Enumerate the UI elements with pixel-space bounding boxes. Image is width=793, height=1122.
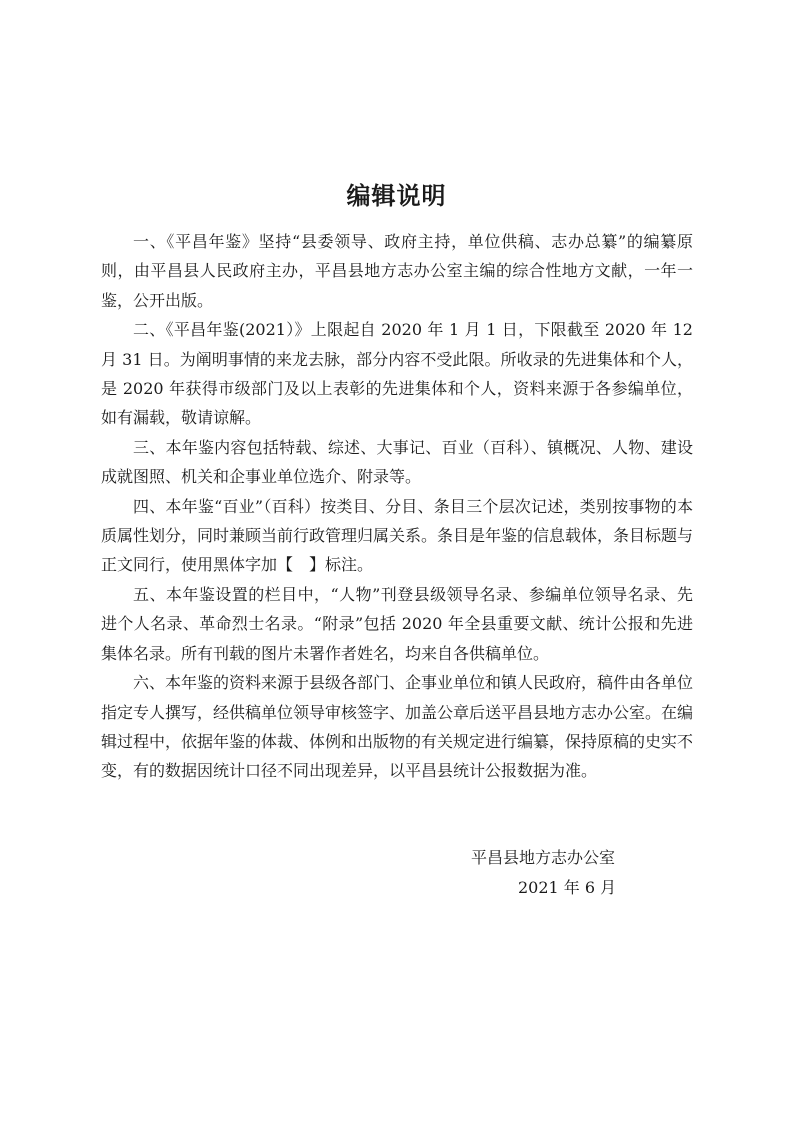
paragraph-1: 一、《平昌年鉴》坚持“县委领导、政府主持，单位供稿、志办总纂”的编纂原则，由平昌县人民政府主办，平昌县地方志办公室主编的综合性地方文献，一年一鉴，公开出版。 <box>101 232 693 310</box>
signature-block <box>471 843 671 902</box>
document-body <box>101 227 699 786</box>
paragraph-2: 二、《平昌年鉴(2021）》上限起自 2020 年 1 月 1 日，下限截至 2020 年 12 月 31 日。为阐明事情的来龙去脉，部分内容不受此限。所收录的先进集体和个人，是 2020 年获得市级部门及以上表彰的先进集体和个人，资料来源于各参编单位，如有漏载，敬请谅解。 <box>101 320 699 428</box>
paragraph-5: 五、本年鉴设置的栏目中，“人物”刊登县级领导名录、参编单位领导名录、先进个人名录、革命烈士名录。“附录”包括 2020 年全县重要文献、统计公报和先进集体名录。所有刊载的图片未署作者姓名，均来自各供稿单位。 <box>101 584 693 663</box>
paragraph-3: 三、本年鉴内容包括特载、综述、大事记、百业（百科）、镇概况、人物、建设成就图照、机关和企事业单位选介、附录等。 <box>101 437 693 487</box>
signature-organization: 平昌县地方志办公室 <box>471 848 616 867</box>
page-title: 编辑说明 <box>346 182 447 211</box>
paragraph-4: 四、本年鉴“百业”（百科）按类目、分目、条目三个层次记述，类别按事物的本质属性划分，同时兼顾当前行政管理归属关系。条目是年鉴的信息载体，条目标题与正文同行，使用黑体字加【 】标注。 <box>101 496 694 575</box>
paragraph-6: 六、本年鉴的资料来源于县级各部门、企事业单位和镇人民政府，稿件由各单位指定专人撰写，经供稿单位领导审核签字、加盖公章后送平昌县地方志办公室。在编辑过程中，依据年鉴的体裁、体例和出版物的有关规定进行编纂，保持原稿的史实不变，有的数据因统计口径不同出现差异，以平昌县统计公报数据为准。 <box>101 673 694 781</box>
signature-date: 2021 年 6 月 <box>518 877 617 897</box>
